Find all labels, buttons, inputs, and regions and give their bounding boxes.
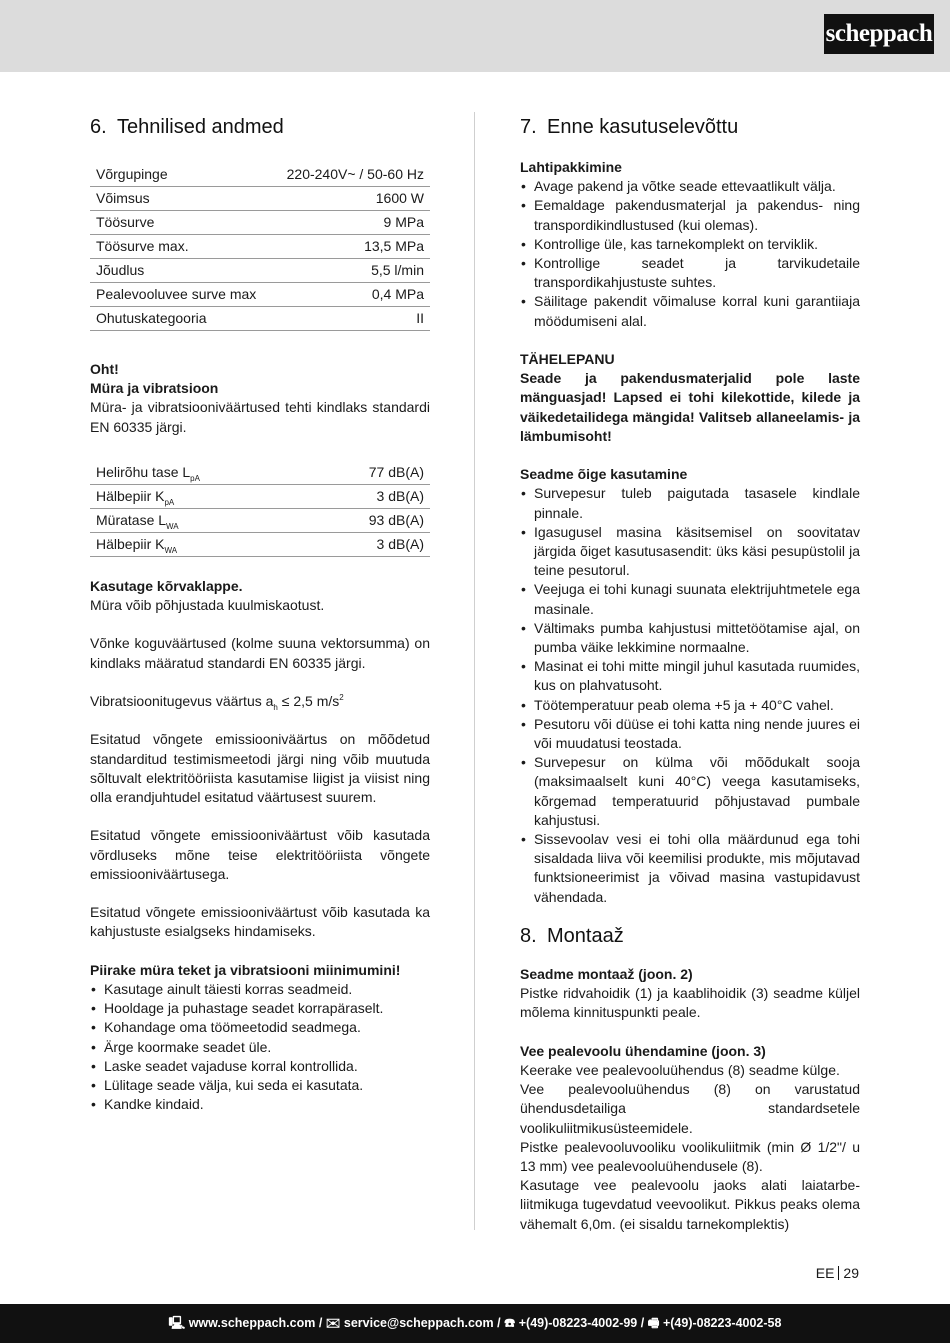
row-label: Pealevooluvee surve max bbox=[90, 283, 272, 307]
table-row bbox=[90, 532, 430, 556]
computer-icon: 🖳 bbox=[168, 1316, 186, 1330]
row-label: Võimsus bbox=[90, 187, 272, 211]
list-item: • Sissevoolav vesi ei tohi olla määrdunud ega tohi sisaldada liiva või keemilisi produkte, mis mõjutavad funktsioneerimist ja võivad masina vastupidavust vähendada. bbox=[520, 830, 860, 907]
row-value: 13,5 MPa bbox=[272, 235, 430, 259]
mail-icon: ✉ bbox=[325, 1316, 341, 1330]
row-value: 220-240V~ / 50-60 Hz bbox=[272, 163, 430, 187]
limit-noise-list bbox=[90, 980, 430, 1114]
unpacking-list bbox=[520, 177, 860, 331]
row-value: 93 dB(A) bbox=[305, 508, 430, 532]
row-label: Töösurve bbox=[90, 211, 272, 235]
water-supply-line: Vee pealevooluühendus (8) on varustatud ühendusdetailiga standardsetele voolikuliitmikusüsteemidele. bbox=[520, 1081, 860, 1136]
limit-noise-heading: Piirake müra teket ja vibratsiooni miinimumini! bbox=[90, 961, 401, 978]
footer-fax: +(49)-08223-4002-58 bbox=[662, 1316, 782, 1330]
water-supply-heading: Vee pealevoolu ühendamine (joon. 3) bbox=[520, 1042, 766, 1059]
column-divider bbox=[474, 112, 475, 1230]
table-row bbox=[90, 163, 430, 187]
list-item: • Igasugusel masina käsitsemisel on soovitatav järgida õiget kasutusasendit: üks käsi pesupüstolil ja teine pesutorul. bbox=[520, 523, 860, 581]
footer-website-link[interactable]: www.scheppach.com bbox=[188, 1316, 316, 1330]
section-6-title: 6. Tehnilised andmed bbox=[90, 116, 284, 138]
row-value: 5,5 l/min bbox=[272, 259, 430, 283]
noise-table bbox=[90, 461, 430, 557]
row-value: 0,4 MPa bbox=[272, 283, 430, 307]
list-item: • Kohandage oma töömeetodid seadmega. bbox=[90, 1018, 430, 1037]
row-label: Helirõhu tase $L_{pA}$ bbox=[90, 461, 305, 485]
water-supply-line: Pistke pealevooluvooliku voolikuliitmik (min Ø 1/2"/ u 13 mm) vee pealevooluühendusele (8). bbox=[520, 1138, 860, 1174]
emission-paragraph-2: Esitatud võngete emissiooniväärtust võib kasutada võrdluseks mõne teise elektritööriista võngete emissiooniväärtusega. bbox=[90, 827, 430, 882]
list-item: • Hooldage ja puhastage seadet korrapäraselt. bbox=[90, 999, 430, 1018]
list-item: • Survepesur tuleb paigutada tasasele kindlale pinnale. bbox=[520, 484, 860, 522]
table-row bbox=[90, 461, 430, 485]
attention-heading: TÄHELEPANU bbox=[520, 351, 615, 368]
attention-text: Seade ja pakendusmaterjalid pole laste mänguasjad! Lapsed ei tohi kilekottide, kilede ja väikedetailidega mängida! Valitseb allaneelamis- ja lämbumisoht! bbox=[520, 370, 860, 444]
list-item: • Säilitage pakendit võimaluse korral kuni garantiiaja möödumiseni alal. bbox=[520, 292, 860, 330]
row-label: Võrgupinge bbox=[90, 163, 272, 187]
brand-logo: scheppach bbox=[824, 14, 934, 54]
vibration-value: Vibratsioonitugevus väärtus $a_h \le 2,5$ $m/s^2$ bbox=[90, 693, 344, 712]
phone-icon: ☎ bbox=[504, 1316, 516, 1330]
page-number: EE 29 bbox=[815, 1265, 859, 1281]
mounting-text: Pistke ridvahoidik (1) ja kaablihoidik (3) seadme küljel mõlema kinnituspunkti peale. bbox=[520, 985, 860, 1021]
row-value: 9 MPa bbox=[272, 211, 430, 235]
row-label: Töösurve max. bbox=[90, 235, 272, 259]
ear-protection-text: Müra võib põhjustada kuulmiskaotust. bbox=[90, 597, 325, 614]
row-label: Hälbepiir $K_{WA}$ bbox=[90, 532, 305, 556]
footer-email-link[interactable]: service@scheppach.com bbox=[343, 1316, 494, 1330]
row-value: 1600 W bbox=[272, 187, 430, 211]
list-item: • Masinat ei tohi mitte mingil juhul kasutada ruumides, kus on plahvatusoht. bbox=[520, 657, 860, 695]
row-value: II bbox=[272, 307, 430, 331]
list-item: • Laske seadet vajaduse korral kontrollida. bbox=[90, 1057, 430, 1076]
list-item: • Lülitage seade välja, kui seda ei kasutata. bbox=[90, 1076, 430, 1095]
row-value: 3 dB(A) bbox=[305, 532, 430, 556]
list-item: • Eemaldage pakendusmaterjal ja pakendus- ning transpordikindlustused (kui olemas). bbox=[520, 196, 860, 234]
row-value: 77 dB(A) bbox=[305, 461, 430, 485]
row-label: Müratase $L_{WA}$ bbox=[90, 508, 305, 532]
row-label: Jõudlus bbox=[90, 259, 272, 283]
mounting-heading: Seadme montaaž (joon. 2) bbox=[520, 965, 693, 982]
water-supply-line: Keerake vee pealevooluühendus (8) seadme külge. bbox=[520, 1061, 840, 1078]
list-item: • Kontrollige üle, kas tarnekomplekt on terviklik. bbox=[520, 235, 860, 254]
list-item: • Vältimaks pumba kahjustusi mittetöötamise ajal, on pumba väike lekkimine normaalne. bbox=[520, 619, 860, 657]
list-item: • Avage pakend ja võtke seade ettevaatlikult välja. bbox=[520, 177, 860, 196]
row-label: Hälbepiir $K_{pA}$ bbox=[90, 484, 305, 508]
vibration-text: Võnke koguväärtused (kolme suuna vektorsumma) on kindlaks määratud standardi EN 60335 järgi. bbox=[90, 635, 430, 671]
section-7-title: 7. Enne kasutuselevõttu bbox=[520, 116, 739, 138]
row-label: Ohutuskategooria bbox=[90, 307, 272, 331]
table-row bbox=[90, 484, 430, 508]
table-row bbox=[90, 235, 430, 259]
section-8-title: 8. Montaaž bbox=[520, 924, 624, 947]
header-bar bbox=[0, 0, 950, 72]
footer-bar: 🖳 www.scheppach.com / ✉ service@scheppach.com / ☎ +(49)-08223-4002-99 / 🖷 +(49)-08223-4002-58 bbox=[0, 1304, 950, 1343]
emission-paragraph-1: Esitatud võngete emissiooniväärtus on mõõdetud standarditud testimismeetodi järgi ning võib muutuda sõltuvalt elektritööriista kasutamise liigist ja viisist ning olla erandjuhtudel esitatud väärtusest suurem. bbox=[90, 731, 430, 805]
list-item: • Pesutoru või düüse ei tohi katta ning nende juures ei või muudatusi teostada. bbox=[520, 715, 860, 753]
table-row bbox=[90, 211, 430, 235]
noise-text: Müra- ja vibratsiooniväärtused tehti kindlaks standardi EN 60335 järgi. bbox=[90, 399, 430, 435]
water-supply-line: Kasutage vee pealevoolu jaoks alati laiatarbe-liitmikuga tugevdatud veevoolikut. Pikkus peaks olema vähemalt 6,0m. (ei sisaldu tarnekomplektis) bbox=[520, 1177, 860, 1232]
fax-icon: 🖷 bbox=[647, 1316, 660, 1330]
table-row bbox=[90, 307, 430, 331]
row-value: 3 dB(A) bbox=[305, 484, 430, 508]
left-column bbox=[90, 114, 430, 1114]
table-row bbox=[90, 187, 430, 211]
proper-use-heading: Seadme õige kasutamine bbox=[520, 466, 688, 483]
list-item: • Töötemperatuur peab olema +5 ja + 40°C vahel. bbox=[520, 696, 860, 715]
table-row bbox=[90, 259, 430, 283]
list-item: • Kontrollige seadet ja tarvikudetaile transpordikahjustuste suhtes. bbox=[520, 254, 860, 292]
list-item: • Survepesur on külma või mõõdukalt sooja (maksimaalselt kuni 40°C) veega kasutamiseks, kõrgemad temperatuurid põhjustavad pumbale kahjustusi. bbox=[520, 753, 860, 830]
list-item: • Kasutage ainult täiesti korras seadmeid. bbox=[90, 980, 430, 999]
right-column bbox=[520, 114, 860, 1234]
footer-phone: +(49)-08223-4002-99 bbox=[518, 1316, 638, 1330]
proper-use-list bbox=[520, 484, 860, 906]
list-item: • Kandke kindaid. bbox=[90, 1095, 430, 1114]
emission-paragraph-3: Esitatud võngete emissiooniväärtust võib kasutada ka kahjustuste esialgseks hindamiseks. bbox=[90, 904, 430, 940]
table-row bbox=[90, 508, 430, 532]
table-row bbox=[90, 283, 430, 307]
ear-protection-heading: Kasutage kõrvaklappe. bbox=[90, 577, 243, 594]
water-supply-text bbox=[520, 1061, 860, 1234]
list-item: • Ärge koormake seadet üle. bbox=[90, 1038, 430, 1057]
noise-heading: Müra ja vibratsioon bbox=[90, 380, 219, 397]
danger-label: Oht! bbox=[90, 361, 119, 377]
unpacking-heading: Lahtipakkimine bbox=[520, 159, 622, 175]
spec-table bbox=[90, 163, 430, 331]
list-item: • Veejuga ei tohi kunagi suunata elektrijuhtmetele ega masinale. bbox=[520, 580, 860, 618]
